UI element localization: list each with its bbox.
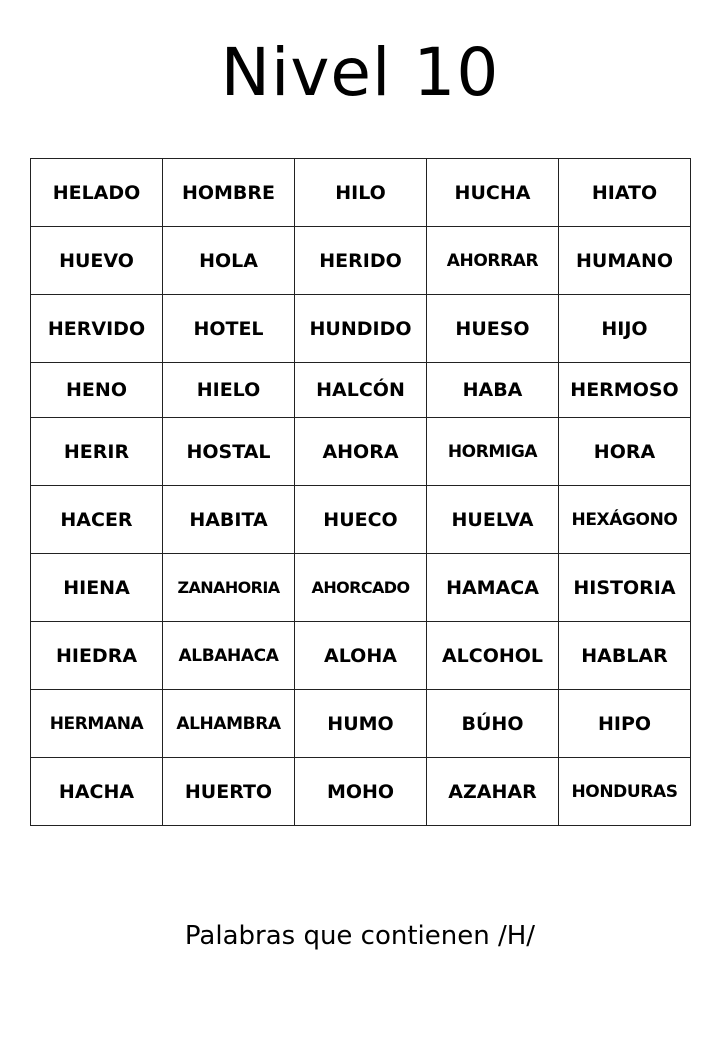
word-cell: ZANAHORIA	[163, 554, 295, 622]
word-cell: HUESO	[427, 295, 559, 363]
word-cell: HUMANO	[559, 227, 691, 295]
word-cell: HALCÓN	[295, 363, 427, 418]
word-cell: HIATO	[559, 159, 691, 227]
word-cell: HIEDRA	[31, 622, 163, 690]
word-cell: HIJO	[559, 295, 691, 363]
word-cell: ALHAMBRA	[163, 690, 295, 758]
table-row	[31, 159, 691, 227]
word-cell: HOLA	[163, 227, 295, 295]
table-row	[31, 622, 691, 690]
word-cell: HERMOSO	[559, 363, 691, 418]
word-cell: HUMO	[295, 690, 427, 758]
word-cell: HORMIGA	[427, 418, 559, 486]
word-cell: HUELVA	[427, 486, 559, 554]
word-cell: ALCOHOL	[427, 622, 559, 690]
page-caption: Palabras que contienen /H/	[184, 921, 536, 951]
word-cell: HUCHA	[427, 159, 559, 227]
word-cell: HOMBRE	[163, 159, 295, 227]
table-row	[31, 227, 691, 295]
word-cell: HACER	[31, 486, 163, 554]
word-cell: AZAHAR	[427, 758, 559, 826]
table-row	[31, 486, 691, 554]
word-cell: HENO	[31, 363, 163, 418]
table-row	[31, 554, 691, 622]
word-cell: HERIDO	[295, 227, 427, 295]
word-cell: HIPO	[559, 690, 691, 758]
word-cell: HONDURAS	[559, 758, 691, 826]
word-cell: HELADO	[31, 159, 163, 227]
word-cell: HOSTAL	[163, 418, 295, 486]
table-row	[31, 363, 691, 418]
word-grid	[30, 158, 691, 826]
word-cell: HABLAR	[559, 622, 691, 690]
word-cell: HORA	[559, 418, 691, 486]
table-row	[31, 690, 691, 758]
word-cell: BÚHO	[427, 690, 559, 758]
word-cell: AHORRAR	[427, 227, 559, 295]
page-title: Nivel 10	[220, 34, 500, 111]
word-cell: HAMACA	[427, 554, 559, 622]
word-cell: HERVIDO	[31, 295, 163, 363]
word-cell: HABA	[427, 363, 559, 418]
word-cell: ALOHA	[295, 622, 427, 690]
word-cell: HIENA	[31, 554, 163, 622]
word-cell: HUEVO	[31, 227, 163, 295]
word-cell: HABITA	[163, 486, 295, 554]
word-cell: HILO	[295, 159, 427, 227]
word-cell: HOTEL	[163, 295, 295, 363]
word-cell: HIELO	[163, 363, 295, 418]
word-cell: HACHA	[31, 758, 163, 826]
table-row	[31, 418, 691, 486]
table-row	[31, 758, 691, 826]
word-cell: AHORA	[295, 418, 427, 486]
word-cell: HUNDIDO	[295, 295, 427, 363]
word-cell: HUERTO	[163, 758, 295, 826]
word-cell: MOHO	[295, 758, 427, 826]
word-cell: HERIR	[31, 418, 163, 486]
table-row	[31, 295, 691, 363]
word-cell: AHORCADO	[295, 554, 427, 622]
word-cell: HEXÁGONO	[559, 486, 691, 554]
word-cell: HISTORIA	[559, 554, 691, 622]
word-cell: HUECO	[295, 486, 427, 554]
word-cell: HERMANA	[31, 690, 163, 758]
word-cell: ALBAHACA	[163, 622, 295, 690]
